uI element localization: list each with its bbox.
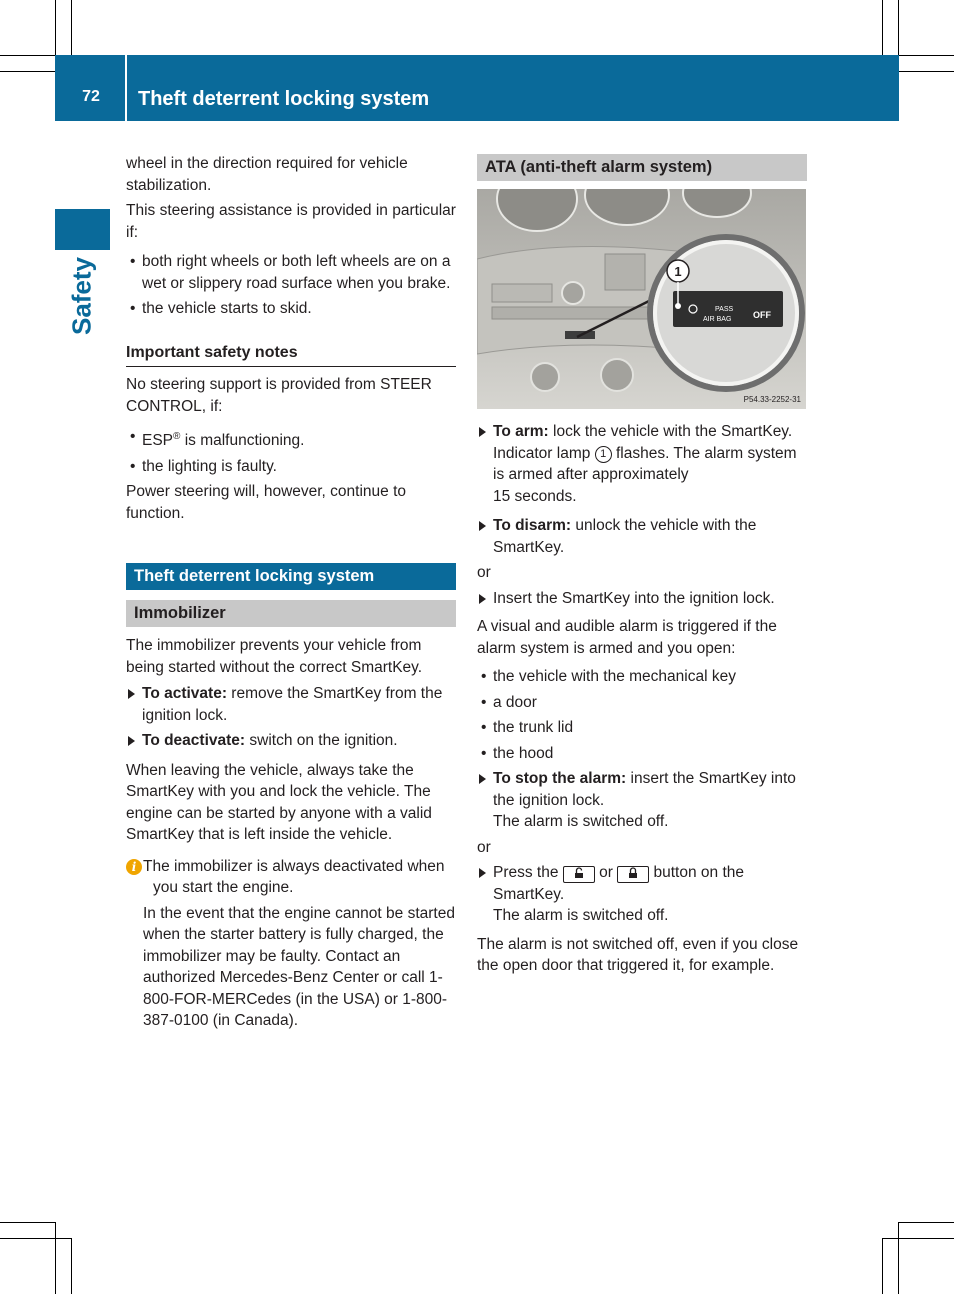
subsection-title-bar: Immobilizer xyxy=(126,600,456,627)
info-text: The immobilizer is always deactivated when you start the engine. xyxy=(143,857,445,897)
crop-mark xyxy=(882,1238,954,1239)
info-note xyxy=(126,856,456,1032)
step-label: To deactivate: xyxy=(142,732,246,750)
right-column xyxy=(477,153,807,181)
step-text: switch on the ignition. xyxy=(245,732,398,750)
crop-mark xyxy=(0,1222,56,1223)
list-item xyxy=(126,426,456,452)
crop-mark xyxy=(0,71,56,72)
paragraph: No steering support is provided from STEER CONTROL, if: xyxy=(126,376,432,415)
crop-mark xyxy=(882,1238,883,1294)
instruction-step: Insert the SmartKey into the ignition lock. xyxy=(477,588,807,610)
paragraph: The immobilizer prevents your vehicle from being started without the correct SmartKey. xyxy=(126,637,423,676)
crop-mark xyxy=(55,1222,56,1294)
right-column-body xyxy=(477,421,807,977)
dashboard-illustration xyxy=(477,189,806,409)
step-text: unlock the vehicle with the SmartKey. xyxy=(493,517,757,556)
list-item: • a door xyxy=(477,692,807,714)
section-title-bar: ATA (anti-theft alarm system) xyxy=(477,154,807,181)
paragraph: This steering assistance is provided in particular if: xyxy=(126,202,456,241)
crop-mark xyxy=(71,0,72,56)
list-item: • the lighting is faulty. xyxy=(126,456,456,478)
crop-mark xyxy=(0,55,56,56)
instruction-step xyxy=(477,515,807,558)
step-text: Press the xyxy=(493,864,563,881)
or-label: or xyxy=(477,838,491,856)
step-label: To disarm: xyxy=(493,517,572,534)
photo-code: P54.33-2252-31 xyxy=(743,395,801,404)
step-text: remove the SmartKey from the ignition lock. xyxy=(142,685,443,724)
indicator-off: OFF xyxy=(753,310,771,320)
step-text: insert the SmartKey into the ignition lock. xyxy=(493,770,796,809)
page-title: Theft deterrent locking system xyxy=(138,88,430,110)
crop-mark xyxy=(55,0,56,56)
step-text: The alarm is switched off. xyxy=(493,813,669,830)
list-item-text: is malfunctioning. xyxy=(180,432,305,450)
step-text: button on the SmartKey. xyxy=(493,864,744,903)
callout-number: 1 xyxy=(595,446,612,463)
paragraph: wheel in the direction required for vehicle stabilization. xyxy=(126,155,408,194)
list-item: • the trunk lid xyxy=(477,717,807,739)
registered-mark: ® xyxy=(173,431,181,442)
crop-mark xyxy=(882,0,883,56)
crop-mark xyxy=(0,1238,72,1239)
unlock-button-icon xyxy=(563,866,595,883)
list-item: • the vehicle starts to skid. xyxy=(126,298,456,320)
instruction-step xyxy=(477,768,807,833)
crop-mark xyxy=(898,0,899,56)
paragraph: A visual and audible alarm is triggered if the alarm system is armed and you open: xyxy=(477,618,777,657)
or-label: or xyxy=(477,564,491,581)
instruction-step xyxy=(126,730,456,752)
paragraph: When leaving the vehicle, always take the SmartKey with you and lock the vehicle. The engine can be started by anyone with a valid SmartKey that is left inside the vehicle. xyxy=(126,761,432,844)
photo-callout: 1 xyxy=(674,264,682,279)
step-text: 15 seconds. xyxy=(493,487,577,505)
instruction-step xyxy=(126,683,456,726)
step-text: The alarm is switched off. xyxy=(493,907,669,924)
instruction-step xyxy=(477,862,807,927)
step-label: To stop the alarm: xyxy=(493,770,627,787)
indicator-pass: PASS xyxy=(715,306,734,313)
page-number: 72 xyxy=(82,88,100,105)
step-text: lock the vehicle with the SmartKey. xyxy=(548,423,793,440)
left-column xyxy=(126,153,456,1032)
paragraph: Power steering will, however, continue to function. xyxy=(126,483,407,522)
step-text: flashes. The alarm system is armed after approximately xyxy=(493,444,797,483)
crop-mark xyxy=(898,1222,954,1223)
crop-mark xyxy=(898,55,954,56)
dashboard-photo xyxy=(477,189,806,409)
list-item: • both right wheels or both left wheels are on a wet or slippery road surface when you brake. xyxy=(126,251,456,294)
lock-button-icon xyxy=(617,866,649,883)
info-icon: i xyxy=(126,859,142,875)
crop-mark xyxy=(898,1222,899,1294)
indicator-airbag: AIR BAG xyxy=(703,316,732,323)
side-tab-label: Safety xyxy=(66,256,97,336)
esp-label: ESP xyxy=(142,432,174,450)
instruction-step xyxy=(477,421,807,507)
paragraph: The alarm is not switched off, even if you close the open door that triggered it, for example. xyxy=(477,935,799,974)
section-title-bar: Theft deterrent locking system xyxy=(126,563,456,590)
crop-mark xyxy=(898,71,954,72)
list-item: • the vehicle with the mechanical key xyxy=(477,666,807,688)
crop-mark xyxy=(71,1238,72,1294)
step-text: Indicator lamp xyxy=(493,444,595,462)
step-label: To activate: xyxy=(142,685,227,703)
section-heading: Important safety notes xyxy=(126,342,456,368)
step-label: To arm: xyxy=(493,423,549,440)
info-text: In the event that the engine cannot be started when the starter battery is fully charged, the immobilizer may be faulty. Contact an authorized Mercedes-Benz Center or call 1-800-FOR-MERCedes (in the USA) or 1-800-387-0100 (in Canada). xyxy=(143,904,455,1030)
step-text: or xyxy=(594,864,618,881)
side-tab-marker xyxy=(55,209,110,250)
list-item: • the hood xyxy=(477,743,807,765)
